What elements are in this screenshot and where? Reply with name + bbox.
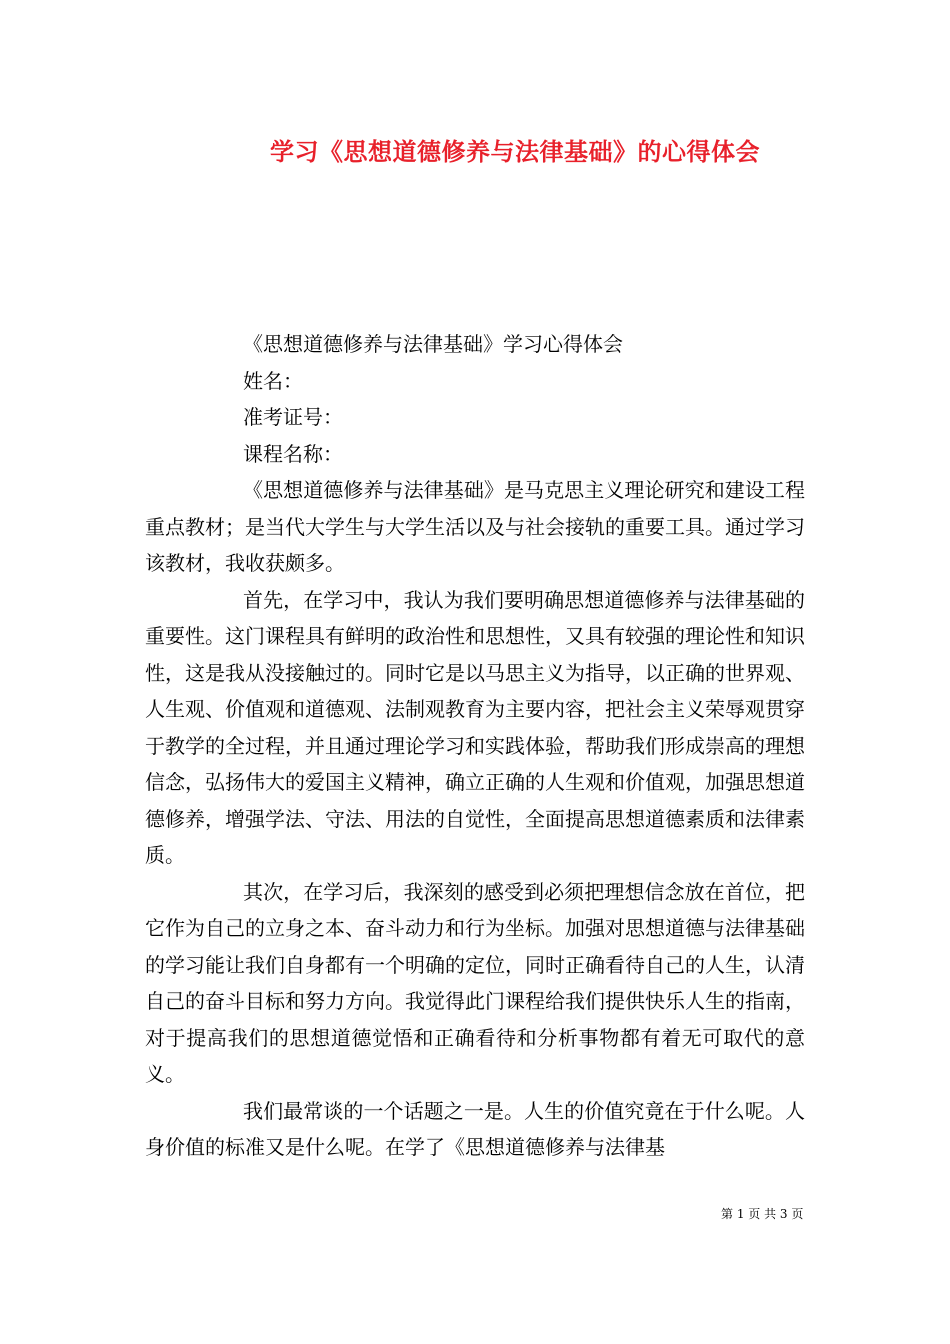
- meta-heading: 《思想道德修养与法律基础》学习心得体会: [243, 332, 623, 356]
- exam-id-label: 准考证号：: [243, 405, 343, 429]
- paragraph-first: 首先，在学习中，我认为我们要明确思想道德修养与法律基础的重要性。这门课程具有鲜明的政治性和思想性，又具有较强的理论性和知识性，这是我从没接触过的。同时它是以马思主义为指导，以正确的世界观、人生观、价值观和道德观、法制观教育为主要内容，把社会主义荣辱观贯穿于教学的全过程，并且通过理论学习和实践体验，帮助我们形成崇高的理想信念，弘扬伟大的爱国主义精神，确立正确的人生观和价值观，加强思想道德修养，增强学法、守法、用法的自觉性，全面提高思想道德素质和法律素质。: [145, 587, 805, 867]
- page-footer: 第 1 页 共 3 页: [721, 1207, 804, 1221]
- course-label: 课程名称：: [243, 441, 343, 466]
- paragraph-second: 其次，在学习后，我深刻的感受到必须把理想信念放在首位，把它作为自己的立身之本、奋斗动力和行为坐标。加强对思想道德与法律基础的学习能让我们自身都有一个明确的定位，同时正确看待自己的人生，认清自己的奋斗目标和努力方向。我觉得此门课程给我们提供快乐人生的指南，对于提高我们的思想道德觉悟和正确看待和分析事物都有着无可取代的意义。: [145, 879, 805, 1086]
- paragraph-third: 我们最常谈的一个话题之一是。人生的价值究竟在于什么呢。人身价值的标准又是什么呢。在学了《思想道德修养与法律基: [145, 1098, 805, 1159]
- document-title: 学习《思想道德修养与法律基础》的心得体会: [270, 137, 760, 166]
- paragraph-intro: 《思想道德修养与法律基础》是马克思主义理论研究和建设工程重点教材；是当代大学生与大学生活以及与社会接轨的重要工具。通过学习该教材，我收获颇多。: [145, 478, 805, 575]
- document-body: [145, 326, 805, 1166]
- name-label: 姓名：: [243, 368, 303, 393]
